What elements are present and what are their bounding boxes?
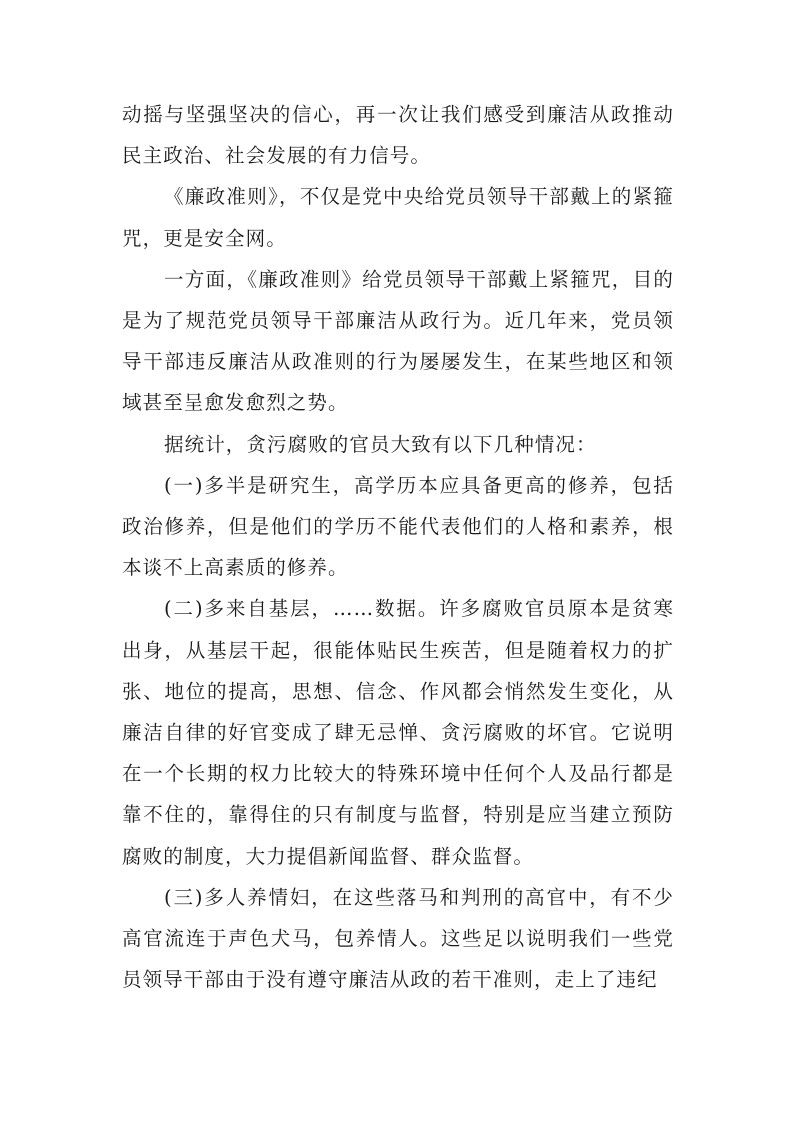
paragraph-4: 据统计，贪污腐败的官员大致有以下几种情况： xyxy=(164,432,597,456)
paragraph-7: (三)多人养情妇，在这些落马和判刑的高官中，有不少高官流连于声色犬马，包养情人。这些足以说明我们一些党员领导干部由于没有遵守廉洁从政的若干准则，走上了违纪 xyxy=(122,885,674,992)
paragraph-6: (二)多来自基层，……数据。许多腐败官员原本是贫寒出身，从基层干起，很能体贴民生疾苦，但是随着权力的扩张、地位的提高，思想、信念、作风都会悄然发生变化，从廉洁自律的好官变成了肆无忌惮、贪污腐败的坏官。它说明在一个长期的权力比较大的特殊环境中任何个人及品行都是靠不住的，靠得住的只有制度与监督，特别是应当建立预防腐败的制度，大力提倡新闻监督、群众监督。 xyxy=(122,597,674,868)
body-text xyxy=(122,94,674,1000)
paragraph-5: (一)多半是研究生，高学历本应具备更高的修养，包括政治修养，但是他们的学历不能代表他们的人格和素养，根本谈不上高素质的修养。 xyxy=(122,473,674,580)
paragraph-2: 《廉政准则》，不仅是党中央给党员领导干部戴上的紧箍咒，更是安全网。 xyxy=(122,185,674,250)
paragraph-3: 一方面，《廉政准则》给党员领导干部戴上紧箍咒，目的是为了规范党员领导干部廉洁从政行为。近几年来，党员领导干部违反廉洁从政准则的行为屡屡发生，在某些地区和领域甚至呈愈发愈烈之势。 xyxy=(122,267,674,415)
paragraph-1: 动摇与坚强坚决的信心，再一次让我们感受到廉洁从政推动民主政治、社会发展的有力信号。 xyxy=(122,103,674,168)
